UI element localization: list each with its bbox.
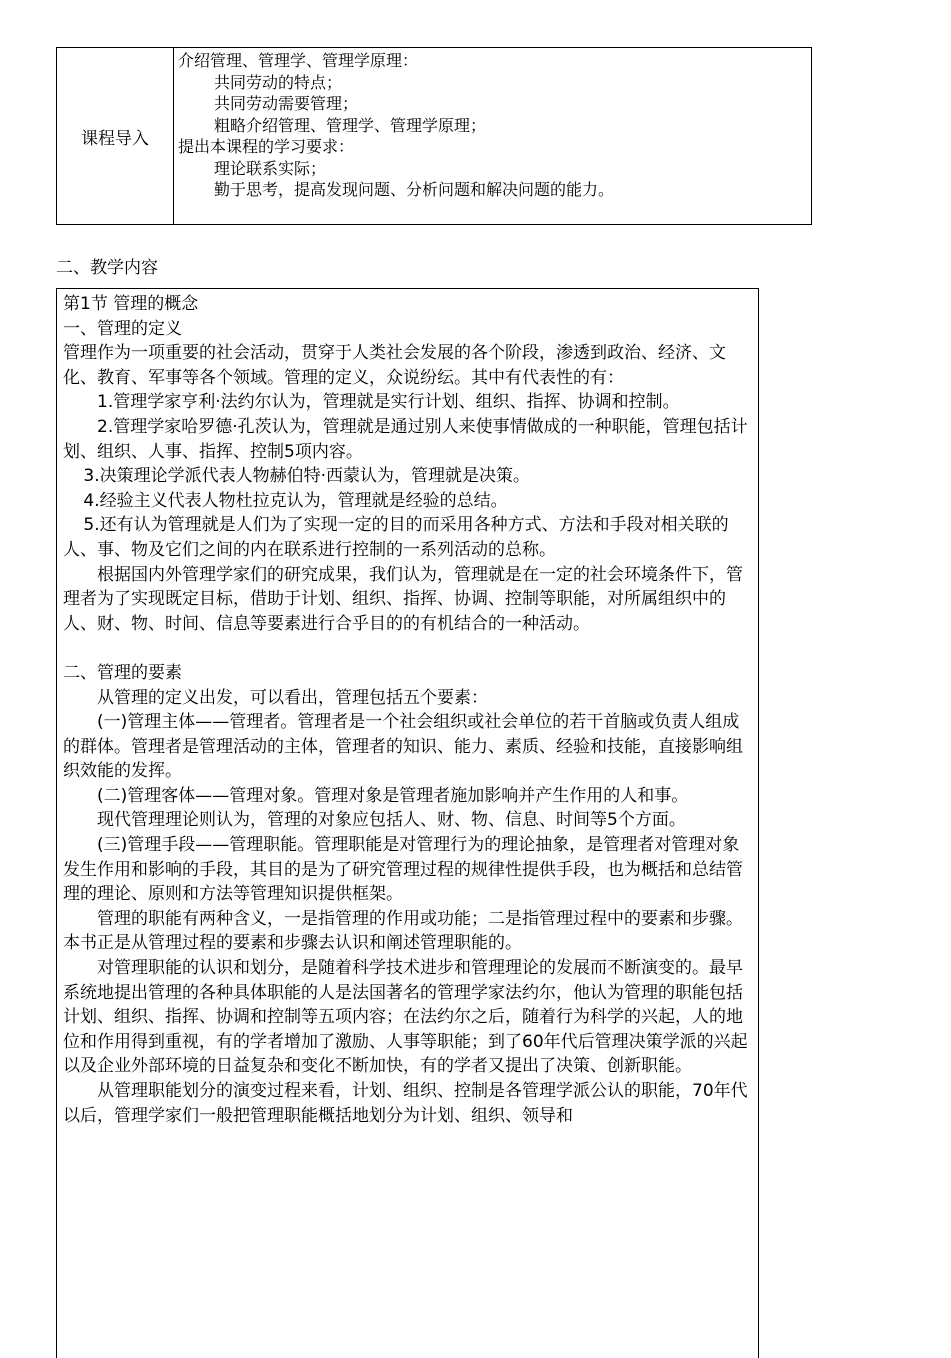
elements-paragraph: (二)管理客体——管理对象。管理对象是管理者施加影响并产生作用的人和事。	[97, 785, 689, 806]
definition-item: 5.还有认为管理就是人们为了实现一定的目的而采用各种方式、方法和手段对相关联的人、事、物及它们之间的内在联系进行控制的一系列活动的总称。	[63, 515, 729, 560]
definition-item: 4.经验主义代表人物杜拉克认为，管理就是经验的总结。	[83, 490, 508, 511]
elements-paragraph: 从管理职能划分的演变过程来看，计划、组织、控制是各管理学派公认的职能，70年代以后，管理学家们一般把管理职能概括地划分为计划、组织、领导和	[63, 1081, 748, 1126]
intro-line: 粗略介绍管理、管理学、管理学原理；	[214, 115, 487, 135]
elements-paragraph: 对管理职能的认识和划分，是随着科学技术进步和管理理论的发展而不断演变的。最早系统地提出管理的各种具体职能的人是法国著名的管理学家法约尔，他认为管理的职能包括计划、组织、指挥、协调和控制等五项内容；在法约尔之后，随着行为科学的兴起，人的地位和作用得到重视，有的学者增加了激励、人事等职能；到了60年代后管理决策学派的兴起以及企业外部环境的日益复杂和变化不断加快，有的学者又提出了决策、创新职能。	[63, 958, 748, 1077]
elements-paragraph: (一)管理主体——管理者。管理者是一个社会组织或社会单位的若干首脑或负责人组成的群体。管理者是管理活动的主体，管理者的知识、能力、素质、经验和技能，直接影响组织效能的发挥。	[63, 712, 743, 782]
intro-line: 共同劳动的特点；	[214, 72, 343, 92]
section-title: 第1节 管理的概念	[63, 294, 199, 314]
intro-label: 课程导入	[57, 48, 174, 224]
definition-heading: 一、管理的定义	[63, 318, 182, 339]
intro-line: 理论联系实际；	[214, 158, 327, 178]
intro-line: 介绍管理、管理学、管理学原理：	[178, 51, 419, 70]
content-box	[56, 288, 759, 1358]
definition-item: 3.决策理论学派代表人物赫伯特·西蒙认为，管理就是决策。	[83, 466, 531, 487]
definition-item: 1.管理学家亨利·法约尔认为，管理就是实行计划、组织、指挥、协调和控制。	[97, 392, 680, 413]
intro-line: 勤于思考，提高发现问题、分析问题和解决问题的能力。	[214, 180, 615, 199]
course-intro-table	[56, 47, 812, 225]
elements-heading: 二、管理的要素	[63, 662, 182, 683]
elements-paragraph: 从管理的定义出发，可以看出，管理包括五个要素：	[97, 687, 488, 708]
definition-intro: 管理作为一项重要的社会活动，贯穿于人类社会发展的各个阶段，渗透到政治、经济、文化、教育、军事等各个领域。管理的定义，众说纷纭。其中有代表性的有：	[63, 343, 726, 388]
definition-item: 2.管理学家哈罗德·孔茨认为，管理就是通过别人来使事情做成的一种职能，管理包括计划、组织、人事、指挥、控制5项内容。	[63, 416, 748, 462]
elements-paragraph: 现代管理理论则认为，管理的对象应包括人、财、物、信息、时间等5个方面。	[97, 810, 686, 831]
section-heading: 二、教学内容	[56, 258, 158, 278]
intro-body	[174, 48, 811, 224]
elements-paragraph: (三)管理手段——管理职能。管理职能是对管理行为的理论抽象，是管理者对管理对象发生作用和影响的手段，其目的是为了研究管理过程的规律性提供手段，也为概括和总结管理的理论、原则和方法等管理知识提供框架。	[63, 835, 743, 905]
intro-line: 提出本课程的学习要求：	[178, 137, 355, 156]
definition-conclusion: 根据国内外管理学家们的研究成果，我们认为，管理就是在一定的社会环境条件下，管理者为了实现既定目标，借助于计划、组织、指挥、协调、控制等职能，对所属组织中的人、财、物、时间、信息等要素进行合乎目的的有机结合的一种活动。	[63, 564, 743, 634]
intro-line: 共同劳动需要管理；	[214, 94, 359, 113]
spacer	[63, 636, 754, 661]
elements-paragraph: 管理的职能有两种含义，一是指管理的作用或功能；二是指管理过程中的要素和步骤。本书正是从管理过程的要素和步骤去认识和阐述管理职能的。	[63, 908, 743, 954]
